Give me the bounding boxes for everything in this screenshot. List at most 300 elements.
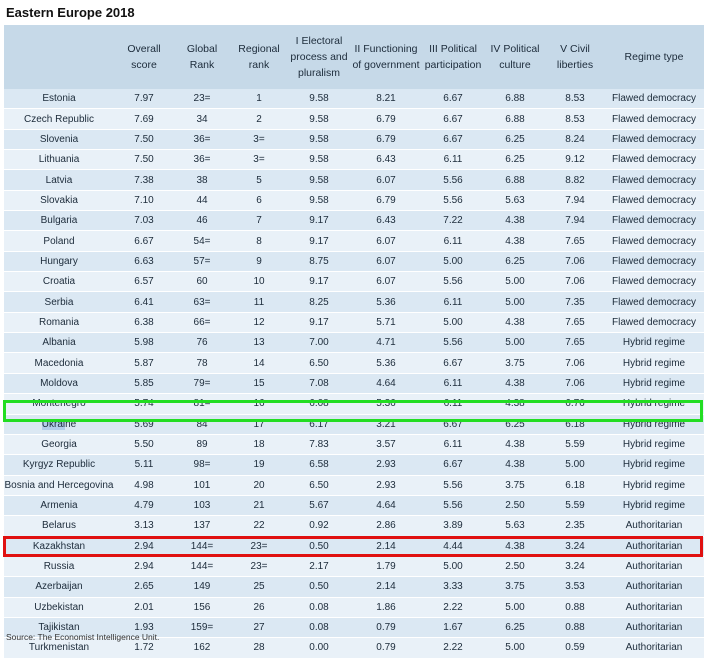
value-cell: 8.82 [546, 170, 604, 190]
value-cell: Authoritarian [604, 638, 704, 658]
country-cell: Azerbaijan [4, 577, 114, 597]
value-cell: 9.58 [288, 129, 350, 149]
value-cell: 46 [174, 211, 230, 231]
value-cell: 6.07 [350, 231, 422, 251]
value-cell: 5.50 [114, 434, 174, 454]
country-cell: Bulgaria [4, 211, 114, 231]
value-cell: 5.74 [114, 394, 174, 414]
value-cell: 4.71 [350, 333, 422, 353]
value-cell: 6.25 [484, 414, 546, 434]
value-cell: Authoritarian [604, 597, 704, 617]
value-cell: 2.50 [484, 556, 546, 576]
value-cell: 1.72 [114, 638, 174, 658]
value-cell: 6.25 [484, 617, 546, 637]
value-cell: Flawed democracy [604, 170, 704, 190]
value-cell: 5.85 [114, 373, 174, 393]
table-row [4, 455, 704, 475]
value-cell: Flawed democracy [604, 312, 704, 332]
country-cell: Tajikistan [4, 617, 114, 637]
value-cell: 57= [174, 251, 230, 271]
value-cell: 101 [174, 475, 230, 495]
value-cell: 4.64 [350, 495, 422, 515]
value-cell: 162 [174, 638, 230, 658]
value-cell: 144= [174, 536, 230, 556]
value-cell: 137 [174, 516, 230, 536]
value-cell: 3.24 [546, 536, 604, 556]
value-cell: 6.25 [484, 251, 546, 271]
value-cell: 7.10 [114, 190, 174, 210]
value-cell: 78 [174, 353, 230, 373]
value-cell: Flawed democracy [604, 150, 704, 170]
value-cell: Authoritarian [604, 556, 704, 576]
value-cell: 5.63 [484, 516, 546, 536]
value-cell: 79= [174, 373, 230, 393]
table-row [4, 577, 704, 597]
value-cell: 4.38 [484, 455, 546, 475]
value-cell: 4.38 [484, 231, 546, 251]
country-cell: Hungary [4, 251, 114, 271]
value-cell: 7.22 [422, 211, 484, 231]
table-row [4, 373, 704, 393]
table-body [4, 89, 704, 658]
value-cell: 8 [230, 231, 288, 251]
table-row [4, 556, 704, 576]
value-cell: 23= [174, 89, 230, 109]
value-cell: 5.69 [114, 414, 174, 434]
value-cell: 8.25 [288, 292, 350, 312]
country-cell: Poland [4, 231, 114, 251]
table-row [4, 312, 704, 332]
table-row [4, 129, 704, 149]
value-cell: Hybrid regime [604, 495, 704, 515]
value-cell: 26 [230, 597, 288, 617]
column-header-1: Overall score [114, 25, 174, 89]
table-row [4, 231, 704, 251]
country-cell: Slovakia [4, 190, 114, 210]
value-cell: 8.21 [350, 89, 422, 109]
value-cell: 7.06 [546, 272, 604, 292]
value-cell: 6.18 [546, 414, 604, 434]
value-cell: 6.88 [484, 109, 546, 129]
value-cell: 6.50 [288, 353, 350, 373]
value-cell: Hybrid regime [604, 455, 704, 475]
value-cell: 0.08 [288, 617, 350, 637]
table-row [4, 89, 704, 109]
value-cell: 22 [230, 516, 288, 536]
table-row [4, 272, 704, 292]
country-cell: Bosnia and Hercegovina [4, 475, 114, 495]
value-cell: 6.41 [114, 292, 174, 312]
value-cell: 6.43 [350, 150, 422, 170]
value-cell: 1.93 [114, 617, 174, 637]
value-cell: 6.18 [546, 475, 604, 495]
value-cell: 89 [174, 434, 230, 454]
country-cell: Georgia [4, 434, 114, 454]
value-cell: 54= [174, 231, 230, 251]
value-cell: 8.53 [546, 109, 604, 129]
value-cell: 4.98 [114, 475, 174, 495]
value-cell: 4.79 [114, 495, 174, 515]
value-cell: 7.06 [546, 373, 604, 393]
value-cell: 23= [230, 556, 288, 576]
value-cell: 6.11 [422, 231, 484, 251]
value-cell: Flawed democracy [604, 89, 704, 109]
country-cell: Ukraine [4, 414, 114, 434]
value-cell: 66= [174, 312, 230, 332]
value-cell: 3.21 [350, 414, 422, 434]
column-header-5: II Functioning of government [350, 25, 422, 89]
table-row [4, 211, 704, 231]
value-cell: 5.11 [114, 455, 174, 475]
value-cell: 6.25 [484, 150, 546, 170]
value-cell: 6.17 [288, 414, 350, 434]
value-cell: 9.58 [288, 109, 350, 129]
value-cell: 0.92 [288, 516, 350, 536]
value-cell: 2.14 [350, 577, 422, 597]
country-cell: Slovenia [4, 129, 114, 149]
value-cell: Flawed democracy [604, 190, 704, 210]
value-cell: 5.59 [546, 495, 604, 515]
value-cell: 15 [230, 373, 288, 393]
table-row [4, 394, 704, 414]
value-cell: 0.79 [350, 617, 422, 637]
value-cell: Hybrid regime [604, 434, 704, 454]
value-cell: 6.43 [350, 211, 422, 231]
value-cell: 1 [230, 89, 288, 109]
value-cell: 18 [230, 434, 288, 454]
value-cell: 5.36 [350, 292, 422, 312]
value-cell: 6.67 [422, 89, 484, 109]
value-cell: 10 [230, 272, 288, 292]
value-cell: 6.57 [114, 272, 174, 292]
column-header-8: V Civil liberties [546, 25, 604, 89]
value-cell: 0.00 [288, 638, 350, 658]
value-cell: Flawed democracy [604, 292, 704, 312]
value-cell: 5.56 [422, 495, 484, 515]
value-cell: 2.93 [350, 475, 422, 495]
value-cell: 6.79 [350, 190, 422, 210]
value-cell: 6.67 [422, 109, 484, 129]
value-cell: Flawed democracy [604, 251, 704, 271]
value-cell: 2.86 [350, 516, 422, 536]
value-cell: 5.00 [422, 556, 484, 576]
value-cell: 25 [230, 577, 288, 597]
value-cell: 7.08 [288, 373, 350, 393]
value-cell: 5.56 [422, 170, 484, 190]
value-cell: Hybrid regime [604, 414, 704, 434]
country-cell: Czech Republic [4, 109, 114, 129]
democracy-index-table [4, 25, 704, 659]
table-row [4, 353, 704, 373]
value-cell: 1.79 [350, 556, 422, 576]
value-cell: 7.65 [546, 333, 604, 353]
value-cell: 5 [230, 170, 288, 190]
value-cell: 3.24 [546, 556, 604, 576]
value-cell: 5.00 [484, 638, 546, 658]
value-cell: 27 [230, 617, 288, 637]
value-cell: 19 [230, 455, 288, 475]
value-cell: Authoritarian [604, 617, 704, 637]
value-cell: 6.58 [288, 455, 350, 475]
value-cell: 6.88 [484, 89, 546, 109]
value-cell: 6.76 [546, 394, 604, 414]
value-cell: Hybrid regime [604, 333, 704, 353]
table-title: Eastern Europe 2018 [6, 5, 135, 20]
value-cell: 5.98 [114, 333, 174, 353]
value-cell: 2.01 [114, 597, 174, 617]
value-cell: 6.67 [422, 129, 484, 149]
value-cell: 16 [230, 394, 288, 414]
value-cell: 5.63 [484, 190, 546, 210]
value-cell: Flawed democracy [604, 231, 704, 251]
country-cell: Kazakhstan [4, 536, 114, 556]
value-cell: 7.38 [114, 170, 174, 190]
value-cell: 0.08 [288, 597, 350, 617]
value-cell: 7.97 [114, 89, 174, 109]
value-cell: 8.53 [546, 89, 604, 109]
table-row [4, 109, 704, 129]
country-cell: Armenia [4, 495, 114, 515]
value-cell: 5.71 [350, 312, 422, 332]
value-cell: Hybrid regime [604, 353, 704, 373]
column-header-3: Regional rank [230, 25, 288, 89]
value-cell: 4.44 [422, 536, 484, 556]
value-cell: 23= [230, 536, 288, 556]
value-cell: 34 [174, 109, 230, 129]
value-cell: 1.67 [422, 617, 484, 637]
value-cell: 9.17 [288, 312, 350, 332]
value-cell: 2.14 [350, 536, 422, 556]
value-cell: 9.12 [546, 150, 604, 170]
value-cell: 6.11 [422, 150, 484, 170]
value-cell: 0.79 [350, 638, 422, 658]
value-cell: 4.38 [484, 211, 546, 231]
value-cell: 3.53 [546, 577, 604, 597]
table-row [4, 292, 704, 312]
value-cell: 9.17 [288, 231, 350, 251]
value-cell: 6.50 [288, 475, 350, 495]
value-cell: Authoritarian [604, 536, 704, 556]
value-cell: 5.56 [422, 272, 484, 292]
value-cell: 4.64 [350, 373, 422, 393]
value-cell: 9.17 [288, 211, 350, 231]
value-cell: 9.17 [288, 272, 350, 292]
country-cell: Turkmenistan [4, 638, 114, 658]
value-cell: 7.06 [546, 353, 604, 373]
value-cell: 2.65 [114, 577, 174, 597]
value-cell: Hybrid regime [604, 373, 704, 393]
value-cell: 17 [230, 414, 288, 434]
value-cell: 2.17 [288, 556, 350, 576]
table-row [4, 597, 704, 617]
value-cell: Flawed democracy [604, 109, 704, 129]
value-cell: 6.79 [350, 109, 422, 129]
value-cell: 7.35 [546, 292, 604, 312]
value-cell: 2.22 [422, 638, 484, 658]
value-cell: 4.38 [484, 373, 546, 393]
country-cell: Belarus [4, 516, 114, 536]
table-row [4, 475, 704, 495]
country-cell: Albania [4, 333, 114, 353]
value-cell: Authoritarian [604, 577, 704, 597]
value-cell: 7 [230, 211, 288, 231]
value-cell: 11 [230, 292, 288, 312]
value-cell: Flawed democracy [604, 211, 704, 231]
value-cell: 6.11 [422, 434, 484, 454]
table-row [4, 150, 704, 170]
value-cell: 5.59 [546, 434, 604, 454]
value-cell: 1.86 [350, 597, 422, 617]
value-cell: 7.50 [114, 150, 174, 170]
column-header-6: III Political participation [422, 25, 484, 89]
country-cell: Serbia [4, 292, 114, 312]
value-cell: 6.07 [350, 272, 422, 292]
value-cell: 6.08 [288, 394, 350, 414]
source-note: Source: The Economist Intelligence Unit. [6, 632, 160, 642]
value-cell: 6.88 [484, 170, 546, 190]
value-cell: 6.07 [350, 251, 422, 271]
value-cell: 5.67 [288, 495, 350, 515]
value-cell: 7.00 [288, 333, 350, 353]
country-cell: Estonia [4, 89, 114, 109]
value-cell: 7.65 [546, 231, 604, 251]
value-cell: 36= [174, 129, 230, 149]
value-cell: 4.38 [484, 394, 546, 414]
value-cell: 6.25 [484, 129, 546, 149]
value-cell: 5.87 [114, 353, 174, 373]
value-cell: 2 [230, 109, 288, 129]
value-cell: 7.65 [546, 312, 604, 332]
country-cell: Macedonia [4, 353, 114, 373]
country-cell: Latvia [4, 170, 114, 190]
value-cell: 144= [174, 556, 230, 576]
value-cell: 2.94 [114, 536, 174, 556]
value-cell: 9.58 [288, 170, 350, 190]
value-cell: Authoritarian [604, 516, 704, 536]
value-cell: 6.67 [114, 231, 174, 251]
country-cell: Croatia [4, 272, 114, 292]
value-cell: 9.58 [288, 150, 350, 170]
value-cell: 4.38 [484, 312, 546, 332]
value-cell: 5.56 [422, 333, 484, 353]
value-cell: 5.36 [350, 394, 422, 414]
value-cell: 21 [230, 495, 288, 515]
value-cell: 7.50 [114, 129, 174, 149]
value-cell: 0.59 [546, 638, 604, 658]
value-cell: 3.89 [422, 516, 484, 536]
value-cell: 14 [230, 353, 288, 373]
value-cell: 5.00 [484, 292, 546, 312]
table-row [4, 434, 704, 454]
value-cell: 6.11 [422, 373, 484, 393]
value-cell: Hybrid regime [604, 475, 704, 495]
value-cell: 5.00 [484, 333, 546, 353]
country-cell: Romania [4, 312, 114, 332]
value-cell: 12 [230, 312, 288, 332]
value-cell: 5.00 [484, 597, 546, 617]
table-row [4, 170, 704, 190]
value-cell: 5.00 [422, 312, 484, 332]
value-cell: 6.79 [350, 129, 422, 149]
column-header-0 [4, 25, 114, 89]
democracy-index-table-wrapper [4, 25, 704, 659]
value-cell: 6.63 [114, 251, 174, 271]
value-cell: 3.75 [484, 353, 546, 373]
value-cell: 7.83 [288, 434, 350, 454]
value-cell: 6 [230, 190, 288, 210]
value-cell: 7.94 [546, 211, 604, 231]
country-cell: Moldova [4, 373, 114, 393]
value-cell: 5.00 [484, 272, 546, 292]
country-cell: Russia [4, 556, 114, 576]
value-cell: 8.24 [546, 129, 604, 149]
value-cell: 6.11 [422, 292, 484, 312]
country-cell: Lithuania [4, 150, 114, 170]
value-cell: 2.22 [422, 597, 484, 617]
table-row [4, 536, 704, 556]
value-cell: 63= [174, 292, 230, 312]
value-cell: 6.11 [422, 394, 484, 414]
table-row [4, 333, 704, 353]
value-cell: 0.50 [288, 536, 350, 556]
value-cell: 7.06 [546, 251, 604, 271]
value-cell: 3= [230, 129, 288, 149]
value-cell: 9.58 [288, 190, 350, 210]
value-cell: 3.33 [422, 577, 484, 597]
value-cell: 98= [174, 455, 230, 475]
table-row [4, 516, 704, 536]
value-cell: 38 [174, 170, 230, 190]
value-cell: 156 [174, 597, 230, 617]
table-header-row [4, 25, 704, 89]
value-cell: 2.94 [114, 556, 174, 576]
value-cell: 3.13 [114, 516, 174, 536]
value-cell: Hybrid regime [604, 394, 704, 414]
country-cell: Montenegro [4, 394, 114, 414]
value-cell: 36= [174, 150, 230, 170]
value-cell: 8.75 [288, 251, 350, 271]
value-cell: 5.56 [422, 190, 484, 210]
value-cell: 7.94 [546, 190, 604, 210]
value-cell: 159= [174, 617, 230, 637]
value-cell: 4.38 [484, 434, 546, 454]
value-cell: 5.00 [546, 455, 604, 475]
value-cell: 2.93 [350, 455, 422, 475]
value-cell: 0.88 [546, 597, 604, 617]
value-cell: 6.07 [350, 170, 422, 190]
value-cell: 2.35 [546, 516, 604, 536]
value-cell: 149 [174, 577, 230, 597]
value-cell: 5.36 [350, 353, 422, 373]
value-cell: 6.38 [114, 312, 174, 332]
value-cell: 0.88 [546, 617, 604, 637]
value-cell: Flawed democracy [604, 129, 704, 149]
value-cell: 3= [230, 150, 288, 170]
country-cell: Kyrgyz Republic [4, 455, 114, 475]
value-cell: 2.50 [484, 495, 546, 515]
column-header-9: Regime type [604, 25, 704, 89]
value-cell: 4.38 [484, 536, 546, 556]
column-header-4: I Electoral process and pluralism [288, 25, 350, 89]
value-cell: 3.75 [484, 577, 546, 597]
value-cell: 13 [230, 333, 288, 353]
value-cell: 28 [230, 638, 288, 658]
value-cell: 3.75 [484, 475, 546, 495]
value-cell: 7.03 [114, 211, 174, 231]
value-cell: 81= [174, 394, 230, 414]
value-cell: 9 [230, 251, 288, 271]
value-cell: 84 [174, 414, 230, 434]
